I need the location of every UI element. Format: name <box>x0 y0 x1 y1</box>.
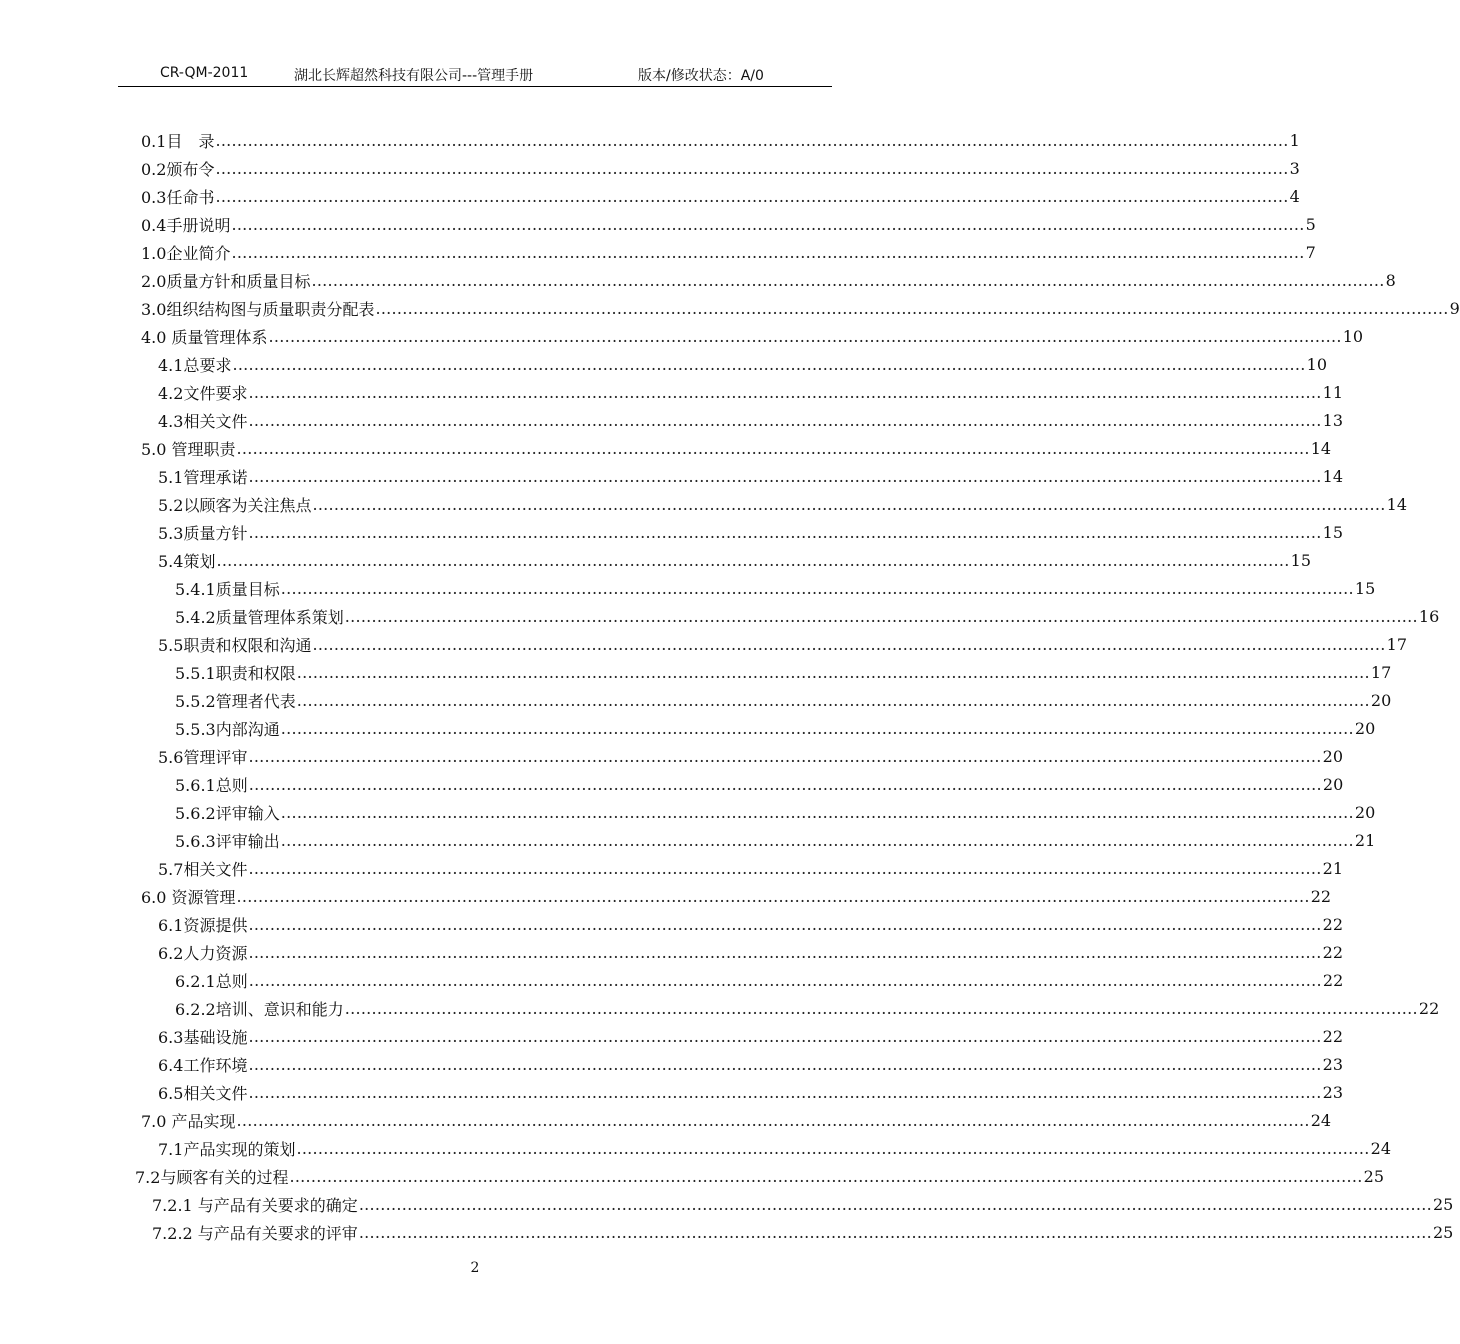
toc-leader-dots: ........................................................................................................................................................................................................ <box>248 466 1322 486</box>
toc-leader-dots: ........................................................................................................................................................................................................ <box>215 158 1289 178</box>
toc-entry-title: 6.2人力资源 <box>158 943 248 963</box>
toc-entry[interactable] <box>158 350 1327 378</box>
toc-entry-page: 17 <box>1370 662 1392 682</box>
toc-entry-title: 5.4.1质量目标 <box>175 579 280 599</box>
toc-entry-title: 7.2.1 与产品有关要求的确定 <box>152 1195 358 1215</box>
toc-entry-page: 4 <box>1289 186 1300 206</box>
toc-leader-dots: ........................................................................................................................................................................................................ <box>280 830 1354 850</box>
toc-entry-page: 25 <box>1433 1222 1454 1242</box>
toc-leader-dots: ........................................................................................................................................................................................................ <box>215 186 1289 206</box>
toc-leader-dots: ........................................................................................................................................................................................................ <box>231 242 1305 262</box>
toc-entry[interactable] <box>175 658 1392 686</box>
toc-entry-title: 5.3质量方针 <box>158 523 248 543</box>
toc-leader-dots: ........................................................................................................................................................................................................ <box>248 942 1322 962</box>
toc-entry[interactable] <box>141 882 1332 910</box>
toc-entry-page: 8 <box>1385 270 1396 290</box>
toc-entry[interactable] <box>158 938 1343 966</box>
toc-entry-title: 6.0 资源管理 <box>141 887 236 907</box>
version-status: 版本/修改状态：A/0 <box>638 68 764 84</box>
toc-leader-dots: ........................................................................................................................................................................................................ <box>248 522 1322 542</box>
toc-leader-dots: ........................................................................................................................................................................................................ <box>289 1166 1363 1186</box>
toc-entry-page: 10 <box>1342 326 1364 346</box>
toc-entry-page: 20 <box>1354 802 1376 822</box>
toc-entry-title: 6.1资源提供 <box>158 915 248 935</box>
toc-entry-title: 5.6.1总则 <box>175 775 248 795</box>
toc-entry-page: 14 <box>1386 494 1407 514</box>
toc-entry-title: 5.2以顾客为关注焦点 <box>158 495 312 515</box>
toc-entry-page: 20 <box>1370 690 1392 710</box>
toc-entry[interactable] <box>135 1162 1384 1190</box>
toc-entry-page: 17 <box>1386 634 1407 654</box>
toc-leader-dots: ........................................................................................................................................................................................................ <box>268 326 1342 346</box>
document-code: CR-QM-2011 <box>160 65 249 81</box>
toc-entry-page: 13 <box>1322 410 1343 430</box>
toc-entry-page: 22 <box>1418 998 1440 1018</box>
toc-leader-dots: ........................................................................................................................................................................................................ <box>280 578 1354 598</box>
toc-entry-page: 15 <box>1354 578 1376 598</box>
toc-entry-title: 6.2.1总则 <box>175 971 248 991</box>
toc-entry-title: 5.5.1职责和权限 <box>175 663 296 683</box>
toc-entry-title: 6.4工作环境 <box>158 1055 248 1075</box>
toc-leader-dots: ........................................................................................................................................................................................................ <box>280 718 1354 738</box>
toc-leader-dots: ........................................................................................................................................................................................................ <box>248 1082 1322 1102</box>
toc-entry-title: 6.5相关文件 <box>158 1083 248 1103</box>
toc-entry-title: 2.0质量方针和质量目标 <box>141 271 311 291</box>
company-manual-title: 湖北长辉超然科技有限公司---管理手册 <box>294 68 534 84</box>
toc-entry[interactable] <box>141 294 1460 322</box>
toc-entry[interactable] <box>175 770 1344 798</box>
toc-entry-page: 7 <box>1305 242 1316 262</box>
toc-entry-page: 22 <box>1322 1026 1343 1046</box>
toc-entry-page: 21 <box>1322 858 1343 878</box>
toc-leader-dots: ........................................................................................................................................................................................................ <box>248 858 1322 878</box>
toc-entry-page: 15 <box>1290 550 1311 570</box>
toc-entry[interactable] <box>158 462 1343 490</box>
toc-entry-page: 22 <box>1322 970 1344 990</box>
toc-leader-dots: ........................................................................................................................................................................................................ <box>236 886 1310 906</box>
toc-leader-dots: ........................................................................................................................................................................................................ <box>344 606 1418 626</box>
toc-entry[interactable] <box>158 630 1407 658</box>
toc-entry-page: 20 <box>1322 746 1343 766</box>
toc-leader-dots: ........................................................................................................................................................................................................ <box>236 438 1310 458</box>
toc-entry-page: 22 <box>1310 886 1332 906</box>
toc-entry[interactable] <box>141 434 1332 462</box>
toc-entry[interactable] <box>141 1106 1332 1134</box>
toc-leader-dots: ........................................................................................................................................................................................................ <box>296 690 1370 710</box>
toc-entry[interactable] <box>175 826 1376 854</box>
toc-leader-dots: ........................................................................................................................................................................................................ <box>248 1026 1322 1046</box>
toc-entry-title: 5.6.2评审输入 <box>175 803 280 823</box>
toc-entry-title: 6.3基础设施 <box>158 1027 248 1047</box>
toc-entry-title: 7.1产品实现的策划 <box>158 1139 296 1159</box>
toc-leader-dots: ........................................................................................................................................................................................................ <box>280 802 1354 822</box>
toc-entry[interactable] <box>158 518 1343 546</box>
toc-leader-dots: ........................................................................................................................................................................................................ <box>296 662 1370 682</box>
toc-entry-page: 24 <box>1310 1110 1332 1130</box>
toc-entry[interactable] <box>158 546 1311 574</box>
toc-entry[interactable] <box>158 490 1407 518</box>
toc-entry-title: 5.4策划 <box>158 551 216 571</box>
toc-entry-page: 21 <box>1354 830 1376 850</box>
toc-entry[interactable] <box>158 910 1343 938</box>
toc-entry-title: 7.2与顾客有关的过程 <box>135 1167 289 1187</box>
toc-entry-title: 4.2文件要求 <box>158 383 248 403</box>
toc-entry-page: 22 <box>1322 914 1343 934</box>
toc-entry-title: 0.4手册说明 <box>141 215 231 235</box>
toc-entry-title: 7.0 产品实现 <box>141 1111 236 1131</box>
toc-entry-page: 20 <box>1354 718 1376 738</box>
toc-leader-dots: ........................................................................................................................................................................................................ <box>375 298 1449 318</box>
toc-entry-title: 4.0 质量管理体系 <box>141 327 268 347</box>
toc-leader-dots: ........................................................................................................................................................................................................ <box>248 746 1322 766</box>
toc-entry[interactable] <box>141 126 1300 154</box>
toc-entry[interactable] <box>141 154 1300 182</box>
toc-entry-page: 9 <box>1449 298 1460 318</box>
toc-leader-dots: ........................................................................................................................................................................................................ <box>231 214 1305 234</box>
toc-entry-title: 0.3任命书 <box>141 187 215 207</box>
toc-entry[interactable] <box>141 238 1316 266</box>
toc-entry-title: 1.0企业简介 <box>141 243 231 263</box>
toc-entry-title: 5.1管理承诺 <box>158 467 248 487</box>
toc-leader-dots: ........................................................................................................................................................................................................ <box>232 354 1306 374</box>
toc-entry[interactable] <box>158 406 1343 434</box>
toc-entry-title: 0.1目 录 <box>141 131 215 151</box>
toc-leader-dots: ........................................................................................................................................................................................................ <box>248 914 1322 934</box>
toc-entry[interactable] <box>158 378 1343 406</box>
toc-entry[interactable] <box>158 1050 1343 1078</box>
toc-leader-dots: ........................................................................................................................................................................................................ <box>236 1110 1310 1130</box>
toc-entry-page: 25 <box>1433 1194 1454 1214</box>
toc-leader-dots: ........................................................................................................................................................................................................ <box>248 410 1322 430</box>
toc-leader-dots: ........................................................................................................................................................................................................ <box>358 1222 1432 1242</box>
toc-entry-page: 1 <box>1289 130 1300 150</box>
toc-entry-page: 20 <box>1322 774 1344 794</box>
toc-entry-title: 5.5.3内部沟通 <box>175 719 280 739</box>
toc-entry[interactable] <box>158 854 1343 882</box>
toc-entry[interactable] <box>152 1190 1454 1218</box>
toc-entry-page: 22 <box>1322 942 1343 962</box>
toc-entry-title: 5.4.2质量管理体系策划 <box>175 607 344 627</box>
toc-entry[interactable] <box>175 574 1376 602</box>
toc-entry-title: 5.5.2管理者代表 <box>175 691 296 711</box>
toc-entry[interactable] <box>158 742 1343 770</box>
toc-entry-page: 16 <box>1418 606 1440 626</box>
toc-entry[interactable] <box>175 798 1376 826</box>
toc-entry-page: 15 <box>1322 522 1343 542</box>
toc-leader-dots: ........................................................................................................................................................................................................ <box>344 998 1418 1018</box>
toc-entry-title: 3.0组织结构图与质量职责分配表 <box>141 299 375 319</box>
toc-entry-title: 4.3相关文件 <box>158 411 248 431</box>
toc-leader-dots: ........................................................................................................................................................................................................ <box>311 270 1385 290</box>
toc-entry[interactable] <box>141 210 1316 238</box>
toc-entry[interactable] <box>175 686 1392 714</box>
toc-entry[interactable] <box>158 1078 1343 1106</box>
toc-leader-dots: ........................................................................................................................................................................................................ <box>248 970 1322 990</box>
toc-entry-title: 0.2颁布令 <box>141 159 215 179</box>
toc-leader-dots: ........................................................................................................................................................................................................ <box>358 1194 1432 1214</box>
toc-entry-title: 7.2.2 与产品有关要求的评审 <box>152 1223 358 1243</box>
toc-entry-title: 5.0 管理职责 <box>141 439 236 459</box>
toc-leader-dots: ........................................................................................................................................................................................................ <box>248 382 1322 402</box>
toc-entry-title: 5.6管理评审 <box>158 747 248 767</box>
page-header <box>118 62 832 87</box>
page-number: 2 <box>470 1260 480 1276</box>
toc-entry-title: 6.2.2培训、意识和能力 <box>175 999 344 1019</box>
toc-entry[interactable] <box>158 1134 1391 1162</box>
toc-entry-page: 14 <box>1322 466 1343 486</box>
toc-entry[interactable] <box>175 602 1440 630</box>
toc-entry-title: 5.5职责和权限和沟通 <box>158 635 312 655</box>
toc-entry[interactable] <box>175 966 1344 994</box>
toc-entry[interactable] <box>175 714 1376 742</box>
toc-entry[interactable] <box>158 1022 1343 1050</box>
toc-entry-page: 11 <box>1322 382 1343 402</box>
toc-leader-dots: ........................................................................................................................................................................................................ <box>248 774 1322 794</box>
toc-entry-page: 3 <box>1289 158 1300 178</box>
toc-leader-dots: ........................................................................................................................................................................................................ <box>312 634 1386 654</box>
toc-entry-page: 23 <box>1322 1082 1343 1102</box>
toc-entry-page: 14 <box>1310 438 1332 458</box>
toc-entry-page: 5 <box>1305 214 1316 234</box>
toc-leader-dots: ........................................................................................................................................................................................................ <box>296 1138 1370 1158</box>
toc-entry-page: 24 <box>1370 1138 1391 1158</box>
toc-entry[interactable] <box>152 1218 1454 1246</box>
toc-leader-dots: ........................................................................................................................................................................................................ <box>312 494 1386 514</box>
toc-entry[interactable] <box>141 266 1396 294</box>
toc-entry[interactable] <box>141 322 1364 350</box>
toc-entry-page: 23 <box>1322 1054 1343 1074</box>
toc-leader-dots: ........................................................................................................................................................................................................ <box>248 1054 1322 1074</box>
toc-leader-dots: ........................................................................................................................................................................................................ <box>215 130 1289 150</box>
toc-entry-title: 4.1总要求 <box>158 355 232 375</box>
toc-entry-title: 5.7相关文件 <box>158 859 248 879</box>
toc-entry[interactable] <box>141 182 1300 210</box>
toc-entry-page: 25 <box>1363 1166 1384 1186</box>
toc-entry-title: 5.6.3评审输出 <box>175 831 280 851</box>
toc-entry[interactable] <box>175 994 1440 1022</box>
toc-leader-dots: ........................................................................................................................................................................................................ <box>216 550 1290 570</box>
toc-entry-page: 10 <box>1306 354 1327 374</box>
